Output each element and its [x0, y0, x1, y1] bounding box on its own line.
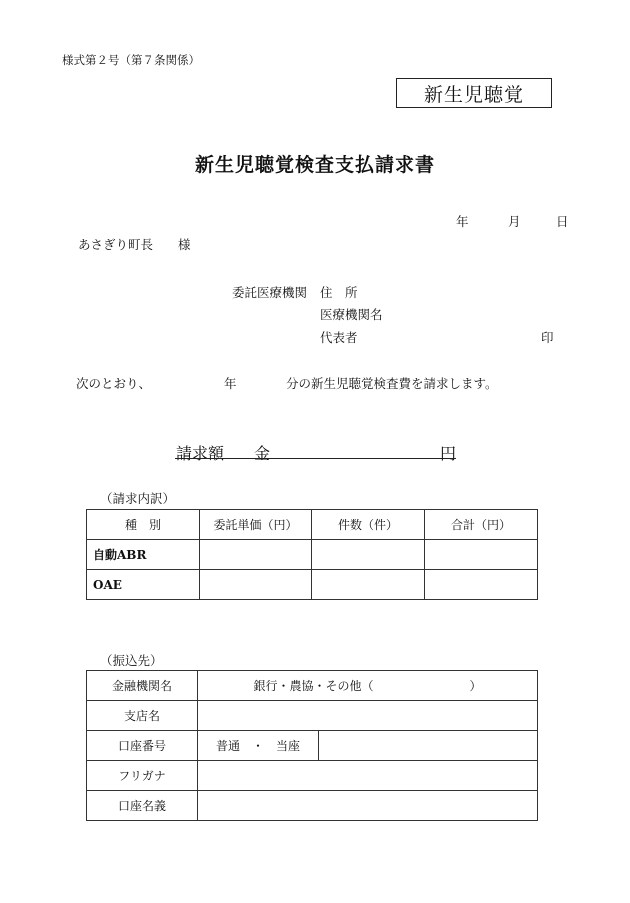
date-year-label: 年 [456, 214, 469, 229]
row-type-abr: 自動ABR [87, 540, 200, 570]
breakdown-header-row [87, 510, 538, 540]
header-type: 種 別 [87, 510, 200, 540]
statement-prefix: 次のとおり、 [76, 376, 152, 391]
bank-holder-field[interactable] [198, 791, 538, 821]
statement-year: 年 [224, 376, 237, 391]
bank-account-label: 口座番号 [87, 731, 198, 761]
table-row [87, 791, 538, 821]
addressee: あさぎり町長 様 [78, 237, 191, 252]
row-type-oae: OAE [87, 570, 200, 600]
bank-account-cell [198, 731, 538, 761]
header-total: 合計（円） [425, 510, 538, 540]
bank-branch-field[interactable] [198, 701, 538, 731]
abr-unit-price-cell[interactable] [200, 540, 312, 570]
breakdown-caption: （請求内訳） [100, 491, 176, 506]
bank-institution-label: 金融機関名 [87, 671, 198, 701]
bank-caption: （振込先） [100, 653, 163, 668]
table-row [87, 731, 538, 761]
requester-rep-label: 代表者 [320, 330, 358, 345]
date-day-label: 日 [556, 214, 569, 229]
header-unit-price: 委託単価（円） [200, 510, 312, 540]
amount-underline [175, 458, 456, 459]
table-row [87, 570, 538, 600]
account-number-field[interactable] [319, 731, 537, 760]
amount-kin: 金 [254, 444, 271, 463]
date-month-label: 月 [508, 214, 521, 229]
amount-label: 請求額 [176, 444, 225, 463]
oae-count-cell[interactable] [312, 570, 425, 600]
page-title: 新生児聴覚検査支払請求書 [194, 154, 435, 176]
table-row [87, 701, 538, 731]
category-badge: 新生児聴覚 [396, 78, 552, 108]
table-row [87, 761, 538, 791]
oae-unit-price-cell[interactable] [200, 570, 312, 600]
header-count: 件数（件） [312, 510, 425, 540]
oae-total-cell[interactable] [425, 570, 538, 600]
breakdown-table [86, 509, 538, 600]
bank-holder-label: 口座名義 [87, 791, 198, 821]
bank-institution-value[interactable]: 銀行・農協・その他（ ） [198, 671, 538, 701]
requester-org-label: 委託医療機関 [232, 285, 308, 300]
table-row [87, 540, 538, 570]
amount-yen: 円 [440, 444, 457, 463]
bank-table [86, 670, 538, 821]
bank-furigana-field[interactable] [198, 761, 538, 791]
seal-mark: 印 [541, 330, 554, 345]
requester-name-label: 医療機関名 [320, 307, 383, 322]
abr-count-cell[interactable] [312, 540, 425, 570]
statement-suffix: 分の新生児聴覚検査費を請求します。 [286, 376, 498, 391]
bank-furigana-label: フリガナ [87, 761, 198, 791]
table-row [87, 671, 538, 701]
requester-address-label: 住 所 [320, 285, 358, 300]
abr-total-cell[interactable] [425, 540, 538, 570]
form-number: 様式第２号（第７条関係） [62, 53, 200, 67]
bank-branch-label: 支店名 [87, 701, 198, 731]
account-type-selector[interactable]: 普通 ・ 当座 [198, 731, 319, 760]
